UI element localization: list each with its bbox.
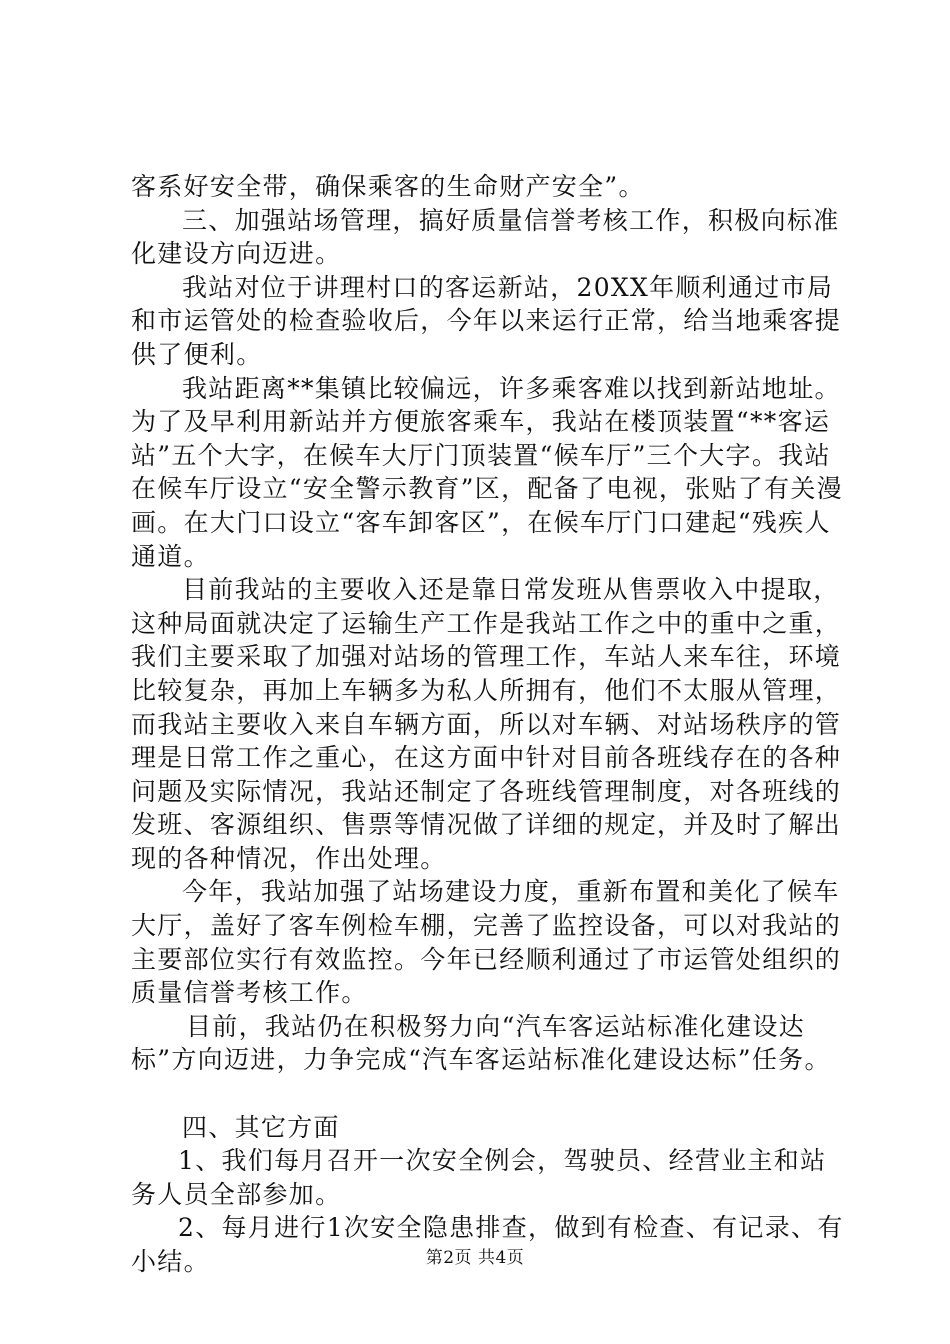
list-item: 2、每月进行1次安全隐患排查，做到有检查、有记录、有小结。 — [131, 1213, 844, 1276]
section-heading-3: 三、加强站场管理，搞好质量信誉考核工作，积极向标准化建设方向迈进。 — [131, 205, 840, 269]
paragraph: 目前，我站仍在积极努力向“汽车客运站标准化建设达标”方向迈进，力争完成“汽车客运站标准化建设达标”任务。 — [131, 1011, 831, 1075]
paragraph: 我站对位于讲理村口的客运新站，20XX年顺利通过市局和市运管处的检查验收后，今年以来运行正常，给当地乘客提供了便利。 — [131, 272, 842, 369]
section-heading-4: 四、其它方面 — [182, 1112, 340, 1142]
document-body — [131, 170, 847, 1279]
paragraph: 今年，我站加强了站场建设力度，重新布置和美化了候车大厅，盖好了客车例检车棚，完善了监控设备，可以对我站的主要部位实行有效监控。今年已经顺利通过了市运管处组织的质量信誉考核工作。 — [131, 877, 842, 1008]
blank-line — [131, 1077, 847, 1111]
paragraph: 目前我站的主要收入还是靠日常发班从售票收入中提取，这种局面就决定了运输生产工作是我站工作之中的重中之重，我们主要采取了加强对站场的管理工作，车站人来车往，环境比较复杂，再加上车辆多为私人所拥有，他们不太服从管理，而我站主要收入来自车辆方面，所以对车辆、对站场秩序的管理是日常工作之重心，在这方面中针对目前各班线存在的各种问题及实际情况，我站还制定了各班线管理制度，对各班线的发班、客源组织、售票等情况做了详细的规定，并及时了解出现的各种情况，作出处理。 — [131, 575, 842, 873]
paragraph: 我站距离**集镇比较偏远，许多乘客难以找到新站地址。为了及早利用新站并方便旅客乘车，我站在楼顶装置“**客运站”五个大字，在候车大厅门顶装置“候车厅”三个大字。我站在候车厅设立“安全警示教育”区，配备了电视，张贴了有关漫画。在大门口设立“客车卸客区”，在候车厅门口建起“残疾人通道。 — [131, 373, 843, 571]
paragraph-continuation: 客系好安全带，确保乘客的生命财产安全”。 — [131, 172, 645, 201]
page-number: 第2页 共4页 — [425, 1248, 525, 1268]
list-item: 1、我们每月召开一次安全例会，驾驶员、经营业主和站务人员全部参加。 — [131, 1146, 827, 1209]
